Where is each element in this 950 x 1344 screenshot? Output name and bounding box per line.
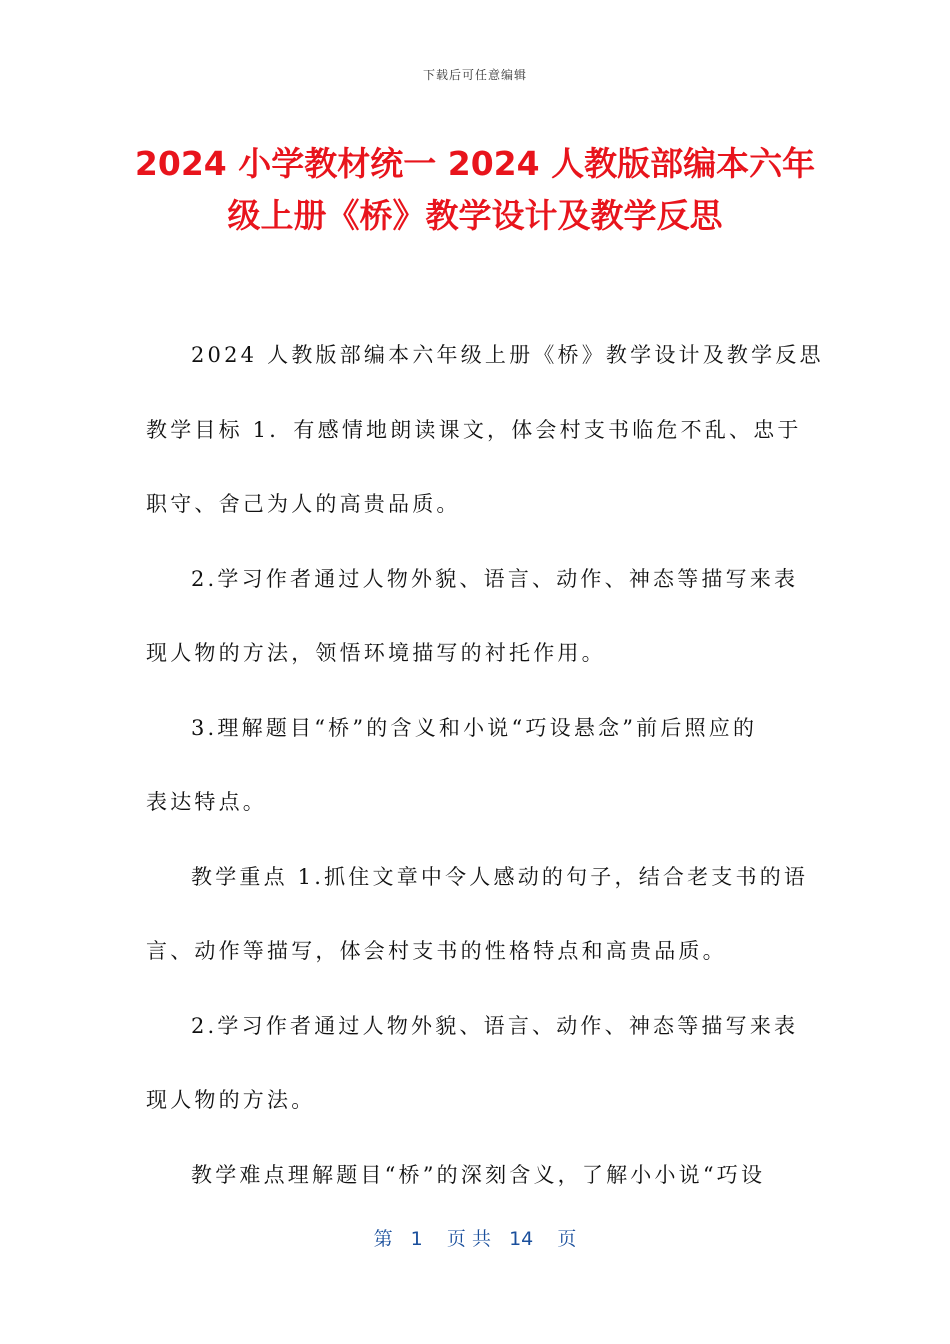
page-footer: 第 1 页 共 14 页 xyxy=(373,1228,577,1250)
body-line: 表达特点。 xyxy=(146,790,267,814)
body-line: 教学难点理解题目“桥”的深刻含义，了解小小说“巧设 xyxy=(191,1162,766,1187)
body-line: 2.学习作者通过人物外貌、语言、动作、神态等描写来表 xyxy=(191,566,799,591)
title-line-2: 级上册《桥》教学设计及教学反思 xyxy=(227,196,723,235)
body-line: 3.理解题目“桥”的含义和小说“巧设悬念”前后照应的 xyxy=(191,715,758,740)
body-line: 2.学习作者通过人物外貌、语言、动作、神态等描写来表 xyxy=(191,1013,799,1038)
body-line: 现人物的方法，领悟环境描写的衬托作用。 xyxy=(146,641,606,665)
body-line: 教学重点 1.抓住文章中令人感动的句子，结合老支书的语 xyxy=(191,864,809,889)
document-title xyxy=(60,138,890,242)
body-line: 2024 人教版部编本六年级上册《桥》教学设计及教学反思 xyxy=(191,343,824,367)
header-note: 下载后可任意编辑 xyxy=(422,68,527,82)
body-line: 教学目标 1．有感情地朗读课文，体会村支书临危不乱、忠于 xyxy=(146,417,802,442)
title-line-1: 2024 小学教材统一 2024 人教版部编本六年 xyxy=(134,144,816,183)
body-line: 言、动作等描写，体会村支书的性格特点和高贵品质。 xyxy=(146,939,727,963)
document-body xyxy=(146,318,824,1212)
body-line: 职守、舍己为人的高贵品质。 xyxy=(146,492,461,516)
body-line: 现人物的方法。 xyxy=(146,1088,316,1112)
